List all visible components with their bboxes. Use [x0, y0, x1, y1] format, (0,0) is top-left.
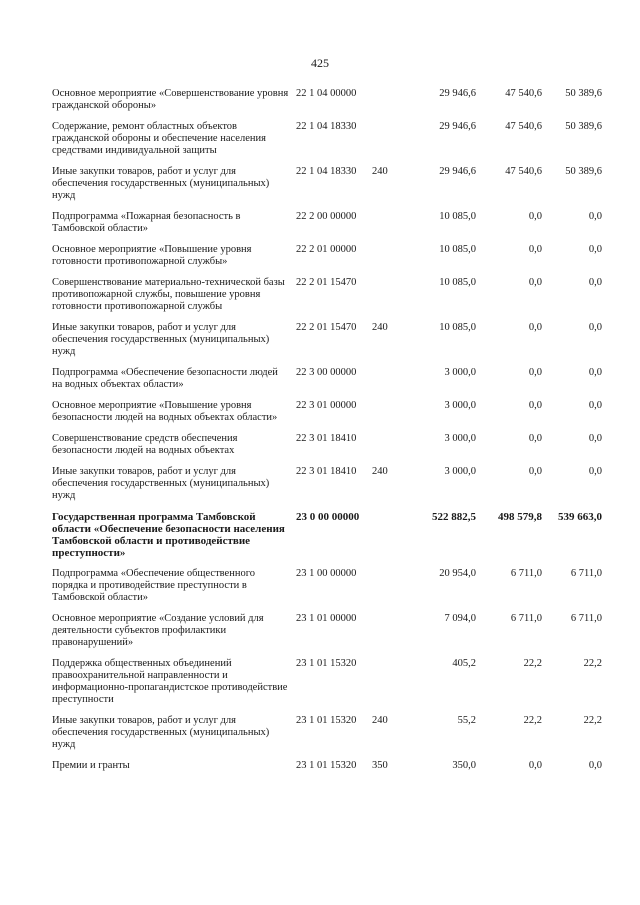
row-code: 22 3 01 00000	[296, 400, 357, 411]
row-name: Основное мероприятие «Совершенствование уровня гражданской обороны»	[52, 88, 289, 111]
row-value-year-3: 50 389,6	[565, 121, 602, 132]
row-value-year-2: 0,0	[528, 211, 542, 222]
row-value-year-2: 6 711,0	[510, 613, 542, 624]
row-value-year-1: 3 000,0	[444, 466, 476, 477]
table-row	[52, 244, 612, 268]
row-expense-type: 240	[372, 715, 388, 726]
row-value-year-2: 0,0	[528, 277, 542, 288]
row-value-year-1: 3 000,0	[444, 367, 476, 378]
row-name: Подпрограмма «Обеспечение безопасности людей на водных объектах области»	[52, 367, 278, 390]
row-code: 23 1 01 00000	[296, 613, 357, 624]
row-value-year-3: 0,0	[588, 433, 602, 444]
row-code: 22 2 01 00000	[296, 244, 357, 255]
row-value-year-1: 29 946,6	[439, 166, 476, 177]
row-name: Основное мероприятие «Повышение уровня безопасности людей на водных объектах области»	[52, 400, 278, 423]
row-name: Иные закупки товаров, работ и услуг для обеспечения государственных (муниципальных) нужд	[52, 466, 270, 501]
row-name: Государственная программа Тамбовской области «Обеспечение безопасности населения Тамбовской области и противодействие преступности»	[52, 511, 285, 559]
table-row	[52, 322, 612, 358]
row-expense-type: 240	[372, 322, 388, 333]
row-value-year-2: 47 540,6	[505, 121, 542, 132]
row-value-year-2: 0,0	[528, 322, 542, 333]
row-value-year-3: 0,0	[588, 244, 602, 255]
table-row	[52, 658, 612, 706]
table-row	[52, 211, 612, 235]
row-code: 22 2 00 00000	[296, 211, 357, 222]
row-value-year-1: 29 946,6	[439, 121, 476, 132]
row-value-year-1: 3 000,0	[444, 433, 476, 444]
row-name: Совершенствование материально-технической базы противопожарной службы, повышение уровня готовности противопожарной службы	[52, 277, 285, 312]
row-code: 22 1 04 00000	[296, 88, 357, 99]
row-value-year-2: 0,0	[528, 433, 542, 444]
row-value-year-2: 498 579,8	[498, 511, 542, 523]
row-code: 22 2 01 15470	[296, 277, 357, 288]
row-value-year-1: 29 946,6	[439, 88, 476, 99]
row-value-year-2: 22,2	[523, 715, 542, 726]
row-value-year-2: 0,0	[528, 760, 542, 771]
table-row	[52, 88, 612, 112]
row-expense-type: 350	[372, 760, 388, 771]
row-value-year-3: 6 711,0	[570, 568, 602, 579]
table-row	[52, 400, 612, 424]
row-value-year-1: 522 882,5	[432, 511, 476, 523]
row-value-year-1: 20 954,0	[439, 568, 476, 579]
row-value-year-2: 22,2	[523, 658, 542, 669]
row-name: Иные закупки товаров, работ и услуг для обеспечения государственных (муниципальных) нужд	[52, 715, 270, 750]
row-code: 23 1 01 15320	[296, 760, 357, 771]
row-code: 23 1 01 15320	[296, 715, 357, 726]
table-row	[52, 121, 612, 157]
row-value-year-3: 0,0	[588, 367, 602, 378]
row-name: Подпрограмма «Пожарная безопасность в Тамбовской области»	[52, 211, 241, 234]
row-value-year-1: 10 085,0	[439, 277, 476, 288]
row-expense-type: 240	[372, 166, 388, 177]
table-row	[52, 433, 612, 457]
row-value-year-2: 0,0	[528, 466, 542, 477]
row-value-year-1: 405,2	[452, 658, 476, 669]
row-name: Совершенствование средств обеспечения безопасности людей на водных объектах	[52, 433, 238, 456]
row-value-year-3: 50 389,6	[565, 88, 602, 99]
table-row	[52, 613, 612, 649]
row-name: Основное мероприятие «Создание условий для деятельности субъектов профилактики правонарушений»	[52, 613, 264, 648]
row-value-year-3: 0,0	[588, 466, 602, 477]
table-row	[52, 760, 612, 772]
row-value-year-1: 55,2	[457, 715, 476, 726]
row-name: Премии и гранты	[52, 760, 130, 771]
row-code: 22 2 01 15470	[296, 322, 357, 333]
row-value-year-2: 0,0	[528, 400, 542, 411]
row-value-year-2: 0,0	[528, 244, 542, 255]
row-value-year-1: 10 085,0	[439, 244, 476, 255]
row-name: Содержание, ремонт областных объектов гражданской обороны и обеспечение населения средствами индивидуальной защиты	[52, 121, 266, 156]
row-code: 22 3 01 18410	[296, 466, 357, 477]
row-value-year-1: 7 094,0	[444, 613, 476, 624]
table-row	[52, 166, 612, 202]
row-code: 23 1 00 00000	[296, 568, 357, 579]
row-value-year-2: 0,0	[528, 367, 542, 378]
row-code: 22 1 04 18330	[296, 121, 357, 132]
row-value-year-3: 0,0	[588, 211, 602, 222]
row-value-year-3: 0,0	[588, 322, 602, 333]
row-value-year-1: 350,0	[452, 760, 476, 771]
page-number: 425	[311, 56, 329, 70]
row-code: 23 1 01 15320	[296, 658, 357, 669]
row-value-year-3: 22,2	[583, 658, 602, 669]
row-value-year-1: 10 085,0	[439, 211, 476, 222]
row-value-year-2: 47 540,6	[505, 166, 542, 177]
row-value-year-3: 0,0	[588, 277, 602, 288]
table-row	[52, 277, 612, 313]
row-name: Иные закупки товаров, работ и услуг для обеспечения государственных (муниципальных) нужд	[52, 166, 270, 201]
row-value-year-1: 10 085,0	[439, 322, 476, 333]
row-code: 22 3 01 18410	[296, 433, 357, 444]
budget-table	[52, 88, 612, 781]
row-value-year-3: 6 711,0	[570, 613, 602, 624]
row-value-year-3: 22,2	[583, 715, 602, 726]
row-value-year-2: 6 711,0	[510, 568, 542, 579]
row-value-year-2: 47 540,6	[505, 88, 542, 99]
table-row	[52, 715, 612, 751]
row-code: 22 3 00 00000	[296, 367, 357, 378]
row-name: Поддержка общественных объединений правоохранительной направленности и информационно-пропагандистское противодействие преступности	[52, 658, 288, 705]
row-value-year-3: 0,0	[588, 400, 602, 411]
table-row	[52, 511, 612, 559]
row-name: Подпрограмма «Обеспечение общественного порядка и противодействие преступности в Тамбовской области»	[52, 568, 256, 603]
row-value-year-1: 3 000,0	[444, 400, 476, 411]
table-row	[52, 367, 612, 391]
row-value-year-3: 0,0	[588, 760, 602, 771]
row-value-year-3: 539 663,0	[558, 511, 602, 523]
row-expense-type: 240	[372, 466, 388, 477]
row-code: 22 1 04 18330	[296, 166, 357, 177]
row-code: 23 0 00 00000	[296, 511, 360, 523]
row-name: Основное мероприятие «Повышение уровня готовности противопожарной службы»	[52, 244, 252, 267]
table-row	[52, 568, 612, 604]
row-name: Иные закупки товаров, работ и услуг для обеспечения государственных (муниципальных) нужд	[52, 322, 270, 357]
row-value-year-3: 50 389,6	[565, 166, 602, 177]
table-row	[52, 466, 612, 502]
